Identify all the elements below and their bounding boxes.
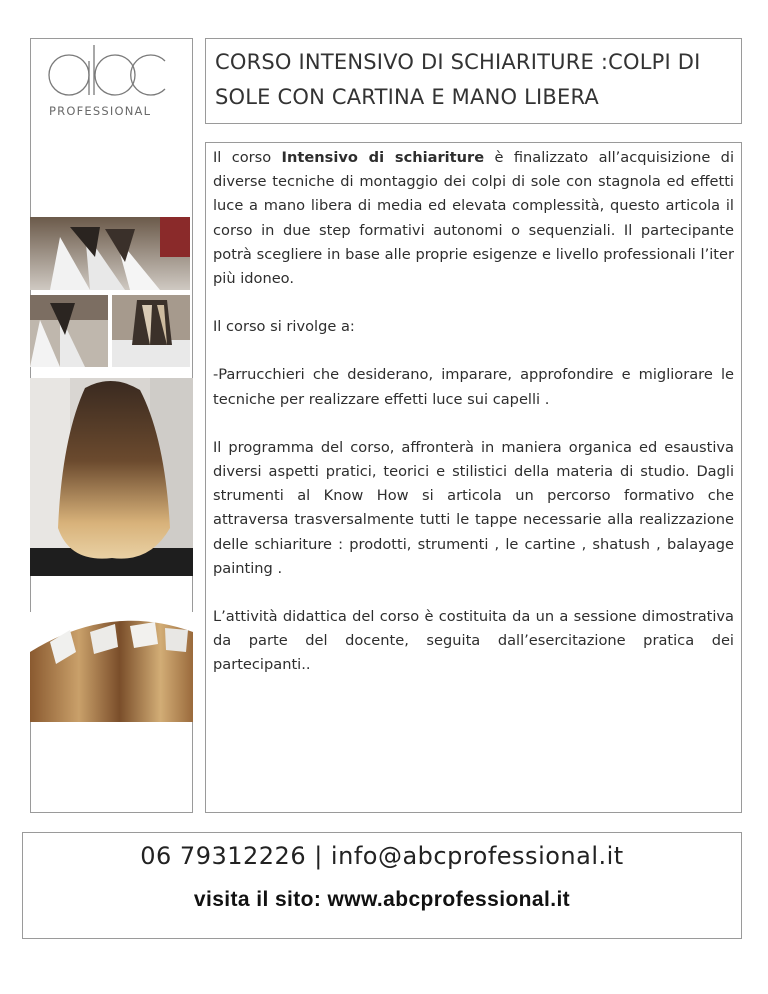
contact-info: 06 79312226 | info@abcprofessional.it xyxy=(140,842,624,870)
course-name: Intensivo di schiariture xyxy=(281,149,485,166)
footer-box xyxy=(22,832,742,939)
audience-paragraph: -Parrucchieri che desiderano, imparare, approfondire e migliorare le tecniche per realizzare effetti luce sui capelli . xyxy=(213,366,734,408)
intro-paragraph xyxy=(213,146,734,291)
hair-foils-photo xyxy=(30,295,108,367)
blonde-balayage-photo xyxy=(30,378,193,576)
body-box xyxy=(205,142,742,813)
page-title: CORSO INTENSIVO DI SCHIARITURE :COLPI DI SOLE CON CARTINA E MANO LIBERA xyxy=(215,50,701,109)
body-text xyxy=(213,146,734,702)
audience-heading: Il corso si rivolge a: xyxy=(213,318,355,336)
hair-foils-photo xyxy=(112,295,190,367)
activity-paragraph: L’attività didattica del corso è costituita da un a sessione dimostrativa da parte del docente, seguita dall’esercitazione pratica dei partecipanti.. xyxy=(213,608,734,674)
svg-text:PROFESSIONAL: PROFESSIONAL xyxy=(49,104,152,118)
abc-professional-logo xyxy=(31,39,194,124)
intro-prefix: Il corso xyxy=(213,149,282,166)
intro-rest: è finalizzato all’acquisizione di diverse tecniche di montaggio dei colpi di sole con stagnola ed effetti luce a mano libera di media ed elevata complessità, questo articola il corso in due step formativi autonomi o sequenziali. Il partecipante potrà scegliere in base alle proprie esigenze e livello professionali l’iter più idoneo. xyxy=(213,149,734,288)
program-paragraph: Il programma del corso, affronterà in maniera organica ed esaustiva diversi aspetti pratici, teorici e stilistici della materia di studio. Dagli strumenti al Know How si articola un percorso formativo che attraversa trasversalmente tutti le tappe necessarie alla realizzazione delle schiariture : prodotti, strumenti , le cartine , shatush , balayage painting . xyxy=(213,438,734,577)
title-box xyxy=(205,38,742,124)
hair-foils-photo xyxy=(30,217,190,290)
website-link[interactable]: visita il sito: www.abcprofessional.it xyxy=(193,888,571,911)
hair-highlights-closeup-photo xyxy=(30,612,193,722)
